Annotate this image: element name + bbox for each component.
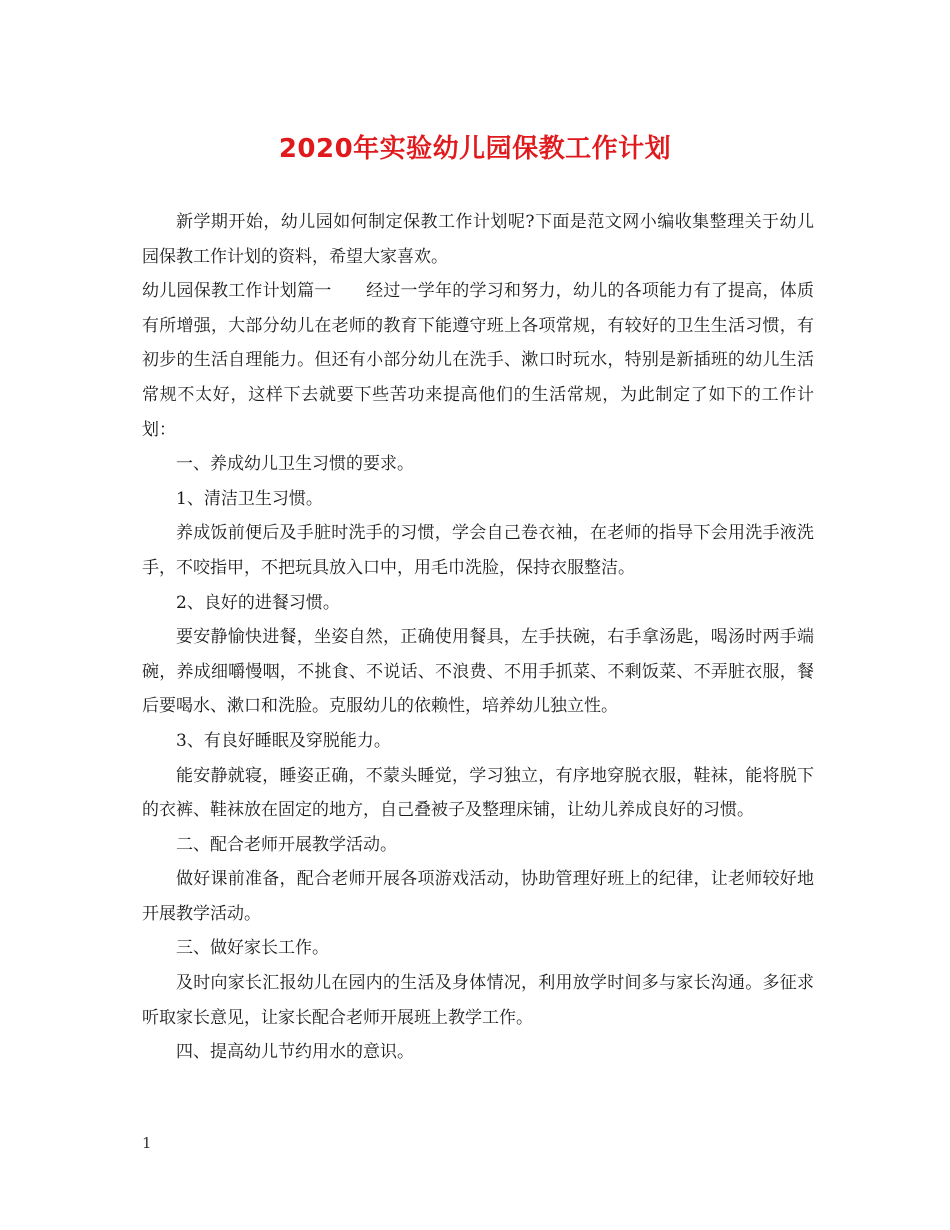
page-title: 2020年实验幼儿园保教工作计划 bbox=[278, 134, 672, 164]
paragraph: 能安静就寝，睡姿正确，不蒙头睡觉，学习独立，有序地穿脱衣服，鞋袜，能将脱下的衣裤、鞋袜放在固定的地方，自己叠被子及整理床铺，让幼儿养成良好的习惯。 bbox=[142, 765, 814, 821]
paragraph: 新学期开始，幼儿园如何制定保教工作计划呢?下面是范文网小编收集整理关于幼儿园保教工作计划的资料，希望大家喜欢。 bbox=[142, 212, 814, 267]
page-number: 1 bbox=[142, 1134, 152, 1152]
section-heading: 二、配合老师开展教学活动。 bbox=[176, 834, 397, 855]
subsection-heading: 3、有良好睡眠及穿脱能力。 bbox=[176, 730, 391, 751]
subsection-heading: 1、清洁卫生习惯。 bbox=[176, 488, 323, 509]
section-heading: 一、养成幼儿卫生习惯的要求。 bbox=[176, 454, 414, 475]
paragraph: 及时向家长汇报幼儿在园内的生活及身体情况，利用放学时间多与家长沟通。多征求听取家长意见，让家长配合老师开展班上教学工作。 bbox=[142, 973, 814, 1028]
section-heading: 四、提高幼儿节约用水的意识。 bbox=[176, 1042, 414, 1063]
document-body bbox=[142, 205, 814, 1070]
paragraph: 要安静愉快进餐，坐姿自然，正确使用餐具，左手扶碗，右手拿汤匙，喝汤时两手端碗，养成细嚼慢咽，不挑食、不说话、不浪费、不用手抓菜、不剩饭菜、不弄脏衣服，餐后要喝水、漱口和洗脸。克服幼儿的依赖性，培养幼儿独立性。 bbox=[142, 627, 814, 717]
paragraph: 养成饭前便后及手脏时洗手的习惯，学会自己卷衣袖，在老师的指导下会用洗手液洗手，不咬指甲，不把玩具放入口中，用毛巾洗脸，保持衣服整洁。 bbox=[142, 523, 814, 578]
paragraph: 幼儿园保教工作计划篇一 经过一学年的学习和努力，幼儿的各项能力有了提高，体质有所增强，大部分幼儿在老师的教育下能遵守班上各项常规，有较好的卫生生活习惯，有初步的生活自理能力。但还有小部分幼儿在洗手、漱口时玩水，特别是新插班的幼儿生活常规不太好，这样下去就要下些苦功来提高他们的生活常规，为此制定了如下的工作计划： bbox=[142, 281, 814, 440]
section-heading: 三、做好家长工作。 bbox=[176, 938, 329, 959]
paragraph: 做好课前准备，配合老师开展各项游戏活动，协助管理好班上的纪律，让老师较好地开展教学活动。 bbox=[142, 869, 814, 924]
subsection-heading: 2、良好的进餐习惯。 bbox=[176, 592, 340, 613]
